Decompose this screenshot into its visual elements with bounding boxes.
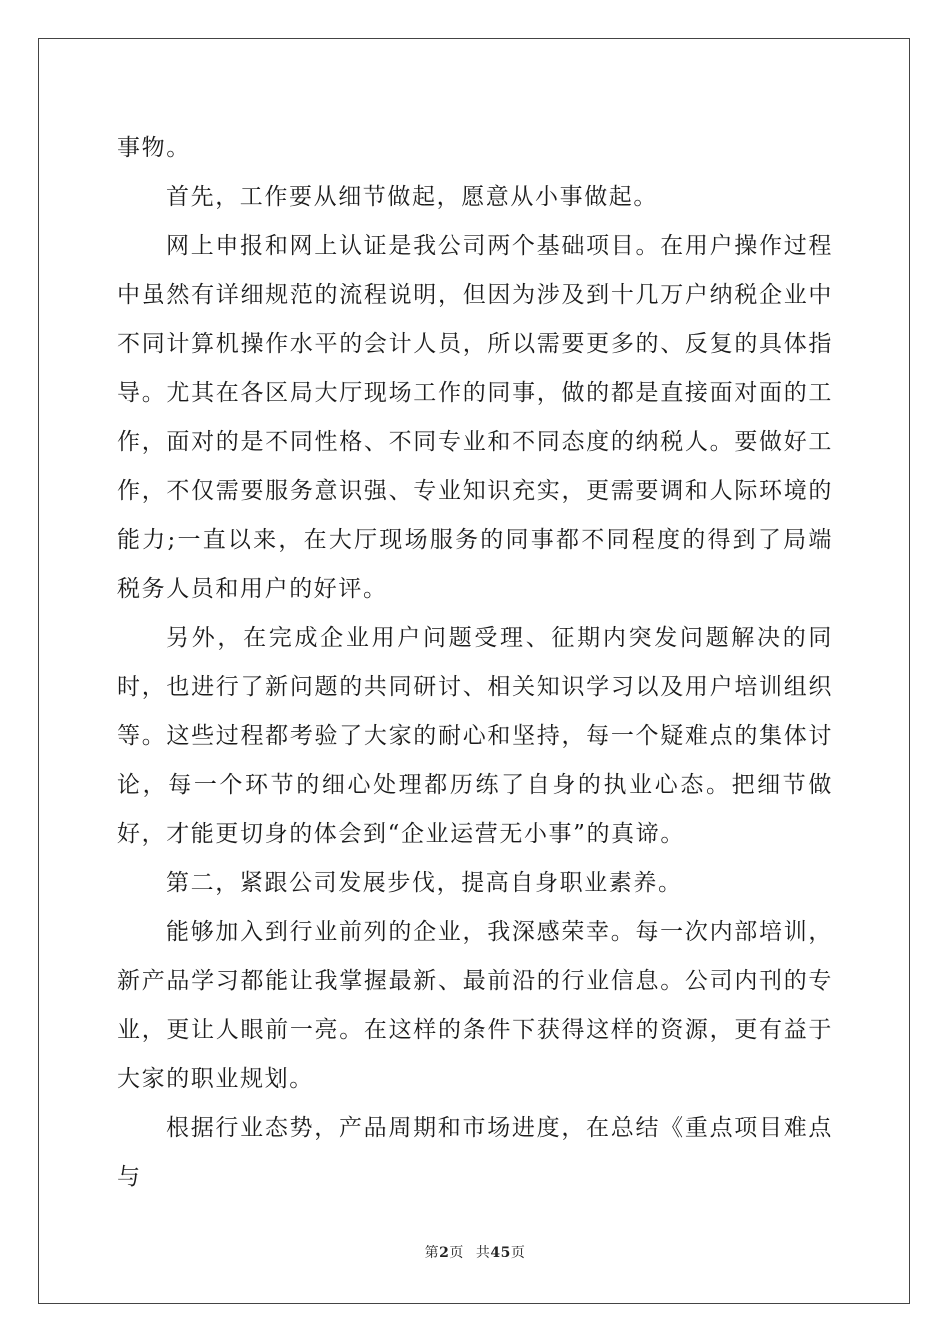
page-number: 2 bbox=[439, 1245, 450, 1261]
page-prefix: 第 bbox=[424, 1245, 440, 1261]
paragraph: 根据行业态势，产品周期和市场进度，在总结《重点项目难点与 bbox=[117, 1115, 833, 1190]
document-body bbox=[117, 124, 833, 1202]
paragraph: 第二，紧跟公司发展步伐，提高自身职业素养。 bbox=[166, 870, 683, 896]
paragraph: 能够加入到行业前列的企业，我深感荣幸。每一次内部培训，新产品学习都能让我掌握最新、最前沿的行业信息。公司内刊的专业，更让人眼前一亮。在这样的条件下获得这样的资源，更有益于大家的职业规划。 bbox=[117, 919, 833, 1092]
total-prefix: 共 bbox=[475, 1245, 491, 1261]
total-suffix: 页 bbox=[510, 1245, 526, 1261]
paragraph: 事物。 bbox=[117, 135, 191, 161]
paragraph: 首先，工作要从细节做起，愿意从小事做起。 bbox=[166, 184, 658, 210]
page-suffix: 页 bbox=[449, 1245, 464, 1261]
page-footer bbox=[0, 1242, 950, 1262]
total-pages: 45 bbox=[490, 1245, 511, 1261]
paragraph: 另外，在完成企业用户问题受理、征期内突发问题解决的同时，也进行了新问题的共同研讨、相关知识学习以及用户培训组织等。这些过程都考验了大家的耐心和坚持，每一个疑难点的集体讨论，每一个环节的细心处理都历练了自身的执业心态。把细节做好，才能更切身的体会到“企业运营无小事”的真谛。 bbox=[117, 625, 833, 847]
paragraph: 网上申报和网上认证是我公司两个基础项目。在用户操作过程中虽然有详细规范的流程说明，但因为涉及到十几万户纳税企业中不同计算机操作水平的会计人员，所以需要更多的、反复的具体指导。尤其在各区局大厅现场工作的同事，做的都是直接面对面的工作，面对的是不同性格、不同专业和不同态度的纳税人。要做好工作，不仅需要服务意识强、专业知识充实，更需要调和人际环境的能力;一直以来，在大厅现场服务的同事都不同程度的得到了局端税务人员和用户的好评。 bbox=[117, 233, 833, 602]
